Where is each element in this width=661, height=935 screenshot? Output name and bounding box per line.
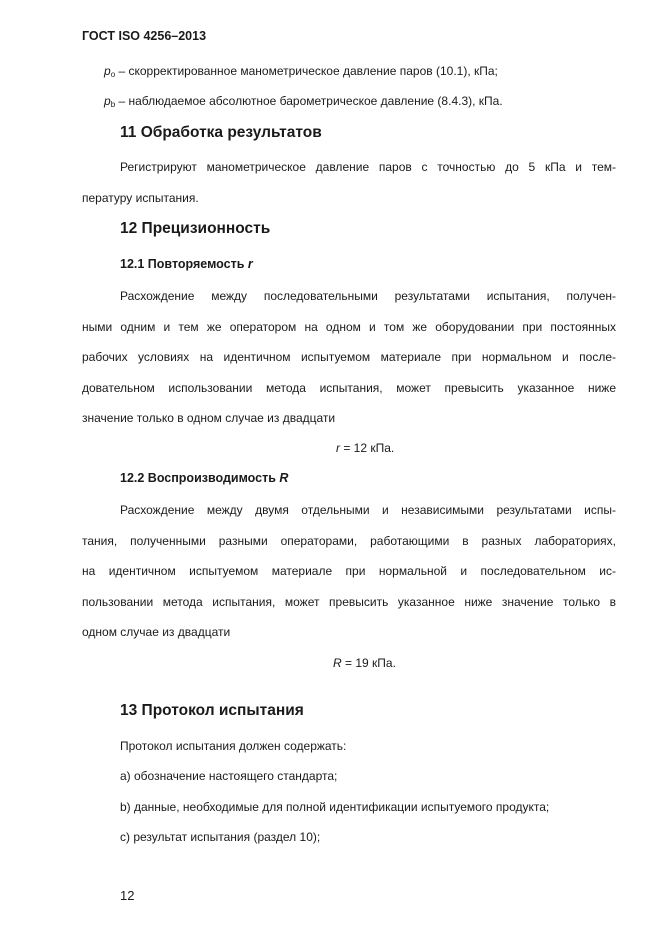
formula-reproducibility — [333, 656, 396, 670]
paragraph-line: пользовании метода испытания, может превысить указанное ниже значение только в — [82, 594, 616, 609]
section-11-paragraph — [82, 152, 616, 213]
protocol-list-item: c) результат испытания (раздел 10); — [120, 830, 321, 844]
document-header: ГОСТ ISO 4256–2013 — [82, 29, 207, 43]
protocol-list-item: a) обозначение настоящего стандарта; — [120, 769, 338, 783]
paragraph-line: Регистрируют манометрическое давление паров с точностью до 5 кПа и тем- — [120, 160, 616, 174]
paragraph-line: довательном использовании метода испытания, может превысить указанное ниже — [82, 380, 616, 395]
paragraph-line: пературу испытания. — [82, 190, 199, 205]
variable-definition — [104, 94, 503, 109]
variable-description: – наблюдаемое абсолютное барометрическое давление (8.4.3), кПа. — [115, 94, 503, 108]
formula-repeatability — [336, 441, 394, 455]
protocol-list-item: b) данные, необходимые для полной идентификации испытуемого продукта; — [120, 800, 550, 814]
protocol-intro: Протокол испытания должен содержать: — [120, 739, 347, 753]
subsection-12-1-heading — [120, 257, 253, 271]
page-number: 12 — [120, 888, 135, 903]
formula-value: = 19 кПа. — [341, 656, 396, 670]
variable-definition — [104, 64, 498, 79]
section-12-heading: 12 Прецизионность — [120, 220, 271, 237]
subsection-title: 12.1 Повторяемость — [120, 257, 248, 271]
subsection-symbol: R — [279, 471, 289, 485]
variable-symbol: p — [104, 94, 111, 108]
formula-symbol: R — [333, 656, 342, 670]
subsection-12-2-heading — [120, 471, 288, 485]
paragraph-line: значение только в одном случае из двадцати — [82, 411, 336, 426]
variable-subscript: o — [110, 70, 116, 79]
subsection-symbol: r — [247, 257, 253, 271]
subsection-12-2-paragraph — [82, 495, 616, 648]
formula-value: = 12 кПа. — [340, 441, 395, 455]
variable-subscript: b — [110, 100, 116, 109]
subsection-12-1-paragraph — [82, 281, 616, 434]
section-11-heading: 11 Обработка результатов — [120, 124, 322, 141]
variable-symbol: p — [104, 64, 111, 78]
paragraph-line: одном случае из двадцати — [82, 625, 231, 640]
variable-description: – скорректированное манометрическое давление паров (10.1), кПа; — [115, 64, 498, 78]
paragraph-line: ными одним и тем же оператором на одном и том же оборудовании при постоянных — [82, 319, 616, 334]
formula-symbol: r — [336, 441, 340, 455]
paragraph-line: Расхождение между последовательными результатами испытания, получен- — [120, 289, 616, 303]
paragraph-line: рабочих условиях на идентичном испытуемом материале при нормальном и после- — [82, 350, 616, 365]
subsection-title: 12.2 Воспроизводимость — [120, 471, 280, 485]
section-13-heading: 13 Протокол испытания — [120, 702, 304, 719]
paragraph-line: Расхождение между двумя отдельными и независимыми результатами испы- — [120, 503, 616, 517]
paragraph-line: тания, полученными разными операторами, работающими в разных лабораториях, — [82, 533, 616, 548]
paragraph-line: на идентичном испытуемом материале при нормальной и последовательном ис- — [82, 564, 616, 579]
